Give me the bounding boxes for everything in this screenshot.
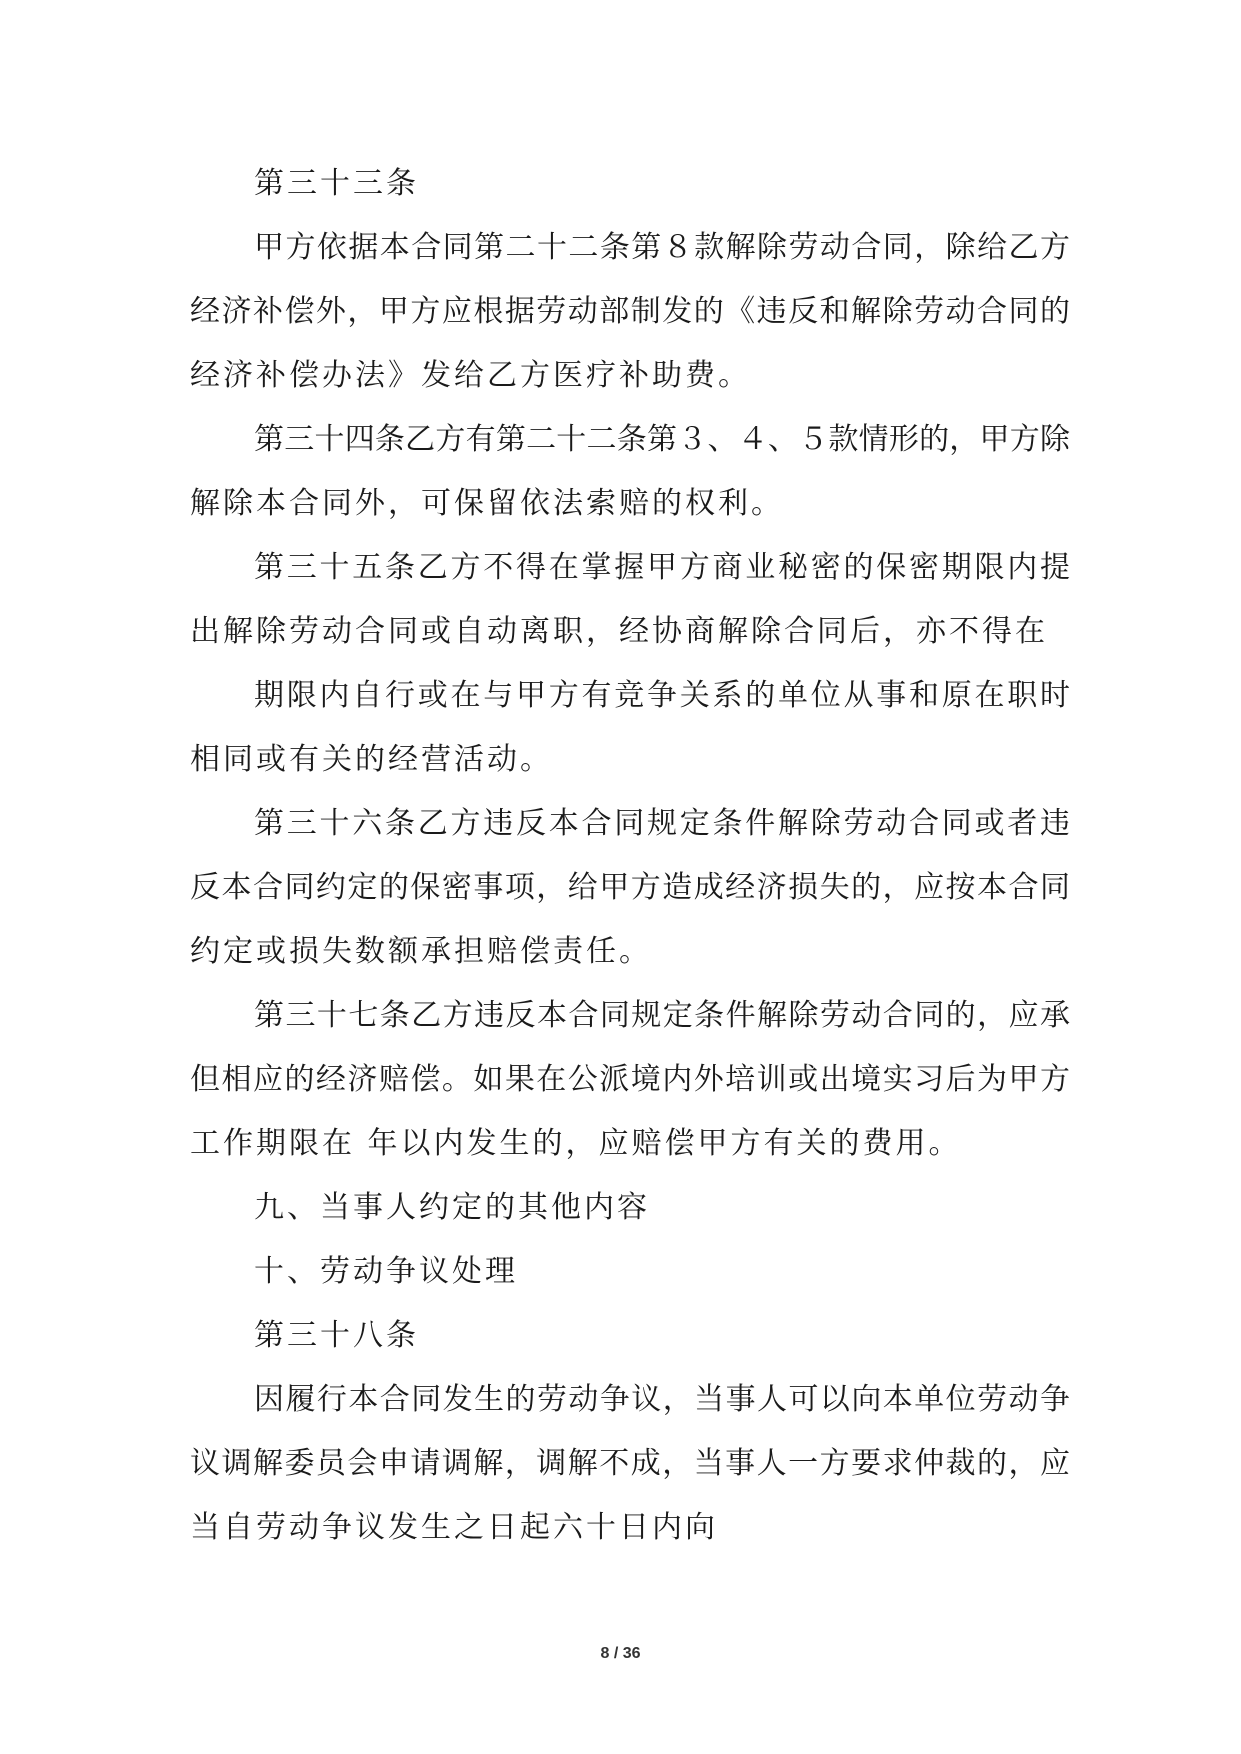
article-36-line-3: 约定或损失数额承担赔偿责任。 [190,934,652,969]
article-34-line-2: 解除本合同外，可保留依法索赔的权利。 [190,486,784,521]
article-36-line-2: 反本合同约定的保密事项，给甲方造成经济损失的，应按本合同 [190,870,1070,905]
section-10-heading: 十、劳动争议处理 [254,1254,518,1289]
article-37-line-2: 但相应的经济赔偿。如果在公派境内外培训或出境实习后为甲方 [190,1062,1070,1097]
article-35-line-3: 期限内自行或在与甲方有竞争关系的单位从事和原在职时 [254,678,1070,713]
article-35-line-1: 第三十五条乙方不得在掌握甲方商业秘密的保密期限内提 [254,550,1070,585]
article-33-text-line-3: 经济补偿办法》发给乙方医疗补助费。 [190,358,751,393]
article-36-line-1: 第三十六条乙方违反本合同规定条件解除劳动合同或者违 [254,806,1070,841]
article-33-heading: 第三十三条 [254,166,419,201]
article-33-text-line-2: 经济补偿外，甲方应根据劳动部制发的《违反和解除劳动合同的 [190,294,1070,329]
section-9-heading: 九、当事人约定的其他内容 [254,1190,650,1225]
article-38-text-line-2: 议调解委员会申请调解，调解不成，当事人一方要求仲裁的，应 [190,1446,1070,1481]
article-37-line-1: 第三十七条乙方违反本合同规定条件解除劳动合同的，应承 [254,998,1070,1033]
article-37-line-3: 工作期限在 年以内发生的，应赔偿甲方有关的费用。 [190,1126,962,1161]
page-number: 8 / 36 [600,1645,641,1662]
article-38-text-line-3: 当自劳动争议发生之日起六十日内向 [190,1510,718,1545]
article-38-heading: 第三十八条 [254,1318,419,1353]
article-34-line-1: 第三十四条乙方有第二十二条第３、４、５款情形的，甲方除 [254,422,1070,457]
article-33-text-line-1: 甲方依据本合同第二十二条第８款解除劳动合同，除给乙方 [254,230,1070,265]
article-38-text-line-1: 因履行本合同发生的劳动争议，当事人可以向本单位劳动争 [254,1382,1070,1417]
article-35-line-2: 出解除劳动合同或自动离职，经协商解除合同后，亦不得在 [190,614,1048,649]
article-35-line-4: 相同或有关的经营活动。 [190,742,553,777]
